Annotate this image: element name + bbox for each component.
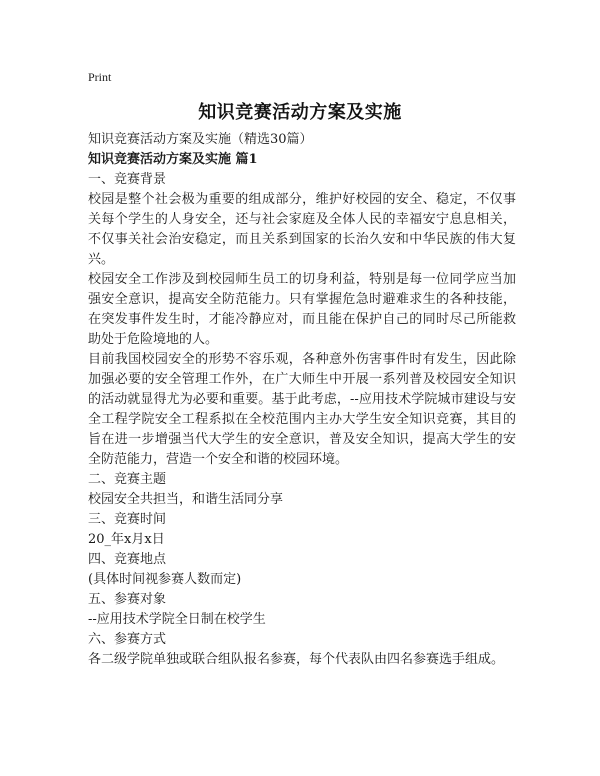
- background-paragraph-3: 目前我国校园安全的形势不容乐观，各种意外伤害事件时有发生，因此除加强必要的安全管理工作外，在广大师生中开展一系列普及校园安全知识的活动就显得尤为必要和重要。基于此考虑，--应用技术学院城市建设与安全工程学院安全工程系拟在全校范围内主办大学生安全知识竞赛，其目的旨在进一步增强当代大学生的安全意识，普及安全知识，提高大学生的安全防范能力，营造一个安全和谐的校园环境。: [88, 352, 516, 467]
- document-subtitle: 知识竞赛活动方案及实施（精选30篇）: [88, 132, 313, 147]
- document-body: [88, 130, 516, 670]
- page-title: 知识竞赛活动方案及实施: [198, 102, 402, 123]
- background-paragraph-1: 校园是整个社会极为重要的组成部分，维护好校园的安全、稳定，不仅事关每个学生的人身安全，还与社会家庭及全体人民的幸福安宁息息相关，不仅事关社会治安稳定，而且关系到国家的长治久安和中华民族的伟大复兴。: [88, 192, 516, 267]
- method-text: 各二级学院单独或联合组队报名参赛，每个代表队由四名参赛选手组成。: [88, 652, 505, 667]
- heading-time: 三、竞赛时间: [88, 512, 167, 527]
- theme-text: 校园安全共担当，和谐生活同分享: [88, 492, 284, 507]
- heading-background: 一、竞赛背景: [88, 172, 167, 187]
- section-title: 知识竞赛活动方案及实施 篇1: [88, 152, 258, 167]
- background-paragraph-2: 校园安全工作涉及到校园师生员工的切身利益，特别是每一位同学应当加强安全意识，提高安全防范能力。只有掌握危急时避难求生的各种技能，在突发事件发生时，才能冷静应对，而且能在保护自己的同时尽己所能救助处于危险境地的人。: [88, 272, 516, 347]
- time-text: 20_年x月x日: [88, 532, 165, 547]
- heading-place: 四、竞赛地点: [88, 552, 167, 567]
- print-label: Print: [88, 70, 112, 84]
- heading-target: 五、参赛对象: [88, 592, 167, 607]
- heading-method: 六、参赛方式: [88, 632, 167, 647]
- place-text: (具体时间视参赛人数而定): [88, 572, 242, 587]
- target-text: --应用技术学院全日制在校学生: [88, 612, 266, 627]
- heading-theme: 二、竞赛主题: [88, 472, 167, 487]
